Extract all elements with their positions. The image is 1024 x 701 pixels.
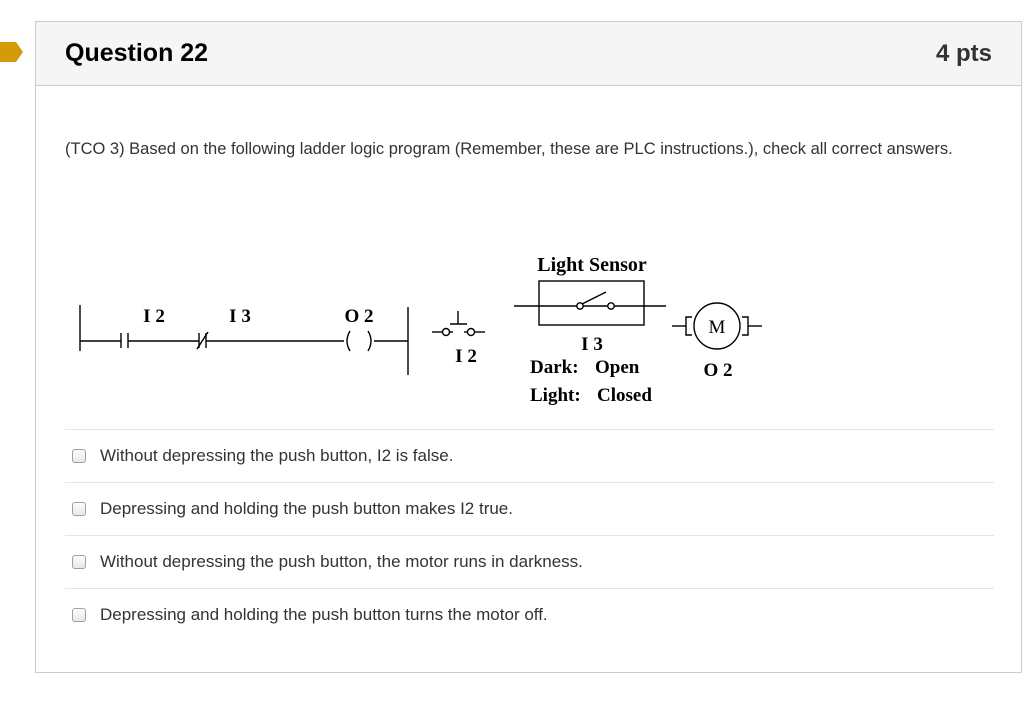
question-text: (TCO 3) Based on the following ladder logic program (Remember, these are PLC instructions.), check all correct answers. [65, 140, 953, 158]
answer-label[interactable]: Depressing and holding the push button turns the motor off. [100, 605, 548, 624]
ladder-logic-diagram [66, 227, 766, 412]
dark-label: Dark: [530, 357, 579, 378]
answer-checkbox[interactable] [72, 502, 86, 516]
dark-state: Open [595, 357, 640, 378]
rung-label-i2: I 2 [143, 306, 165, 327]
light-state: Closed [597, 385, 652, 406]
sensor-title: Light Sensor [537, 254, 647, 276]
question-title: Question 22 [65, 39, 209, 67]
answer-label[interactable]: Depressing and holding the push button makes I2 true. [100, 499, 513, 518]
rung-label-i3: I 3 [229, 306, 251, 327]
question-points: 4 pts [935, 39, 992, 67]
rung-label-o2: O 2 [344, 306, 374, 327]
answer-checkbox[interactable] [72, 608, 86, 622]
motor-label: O 2 [703, 360, 733, 381]
push-button-label: I 2 [455, 346, 477, 367]
sensor-id: I 3 [581, 334, 603, 355]
answer-option[interactable] [65, 429, 994, 482]
question-header [36, 22, 1021, 86]
answer-label[interactable]: Without depressing the push button, I2 is false. [100, 446, 454, 465]
motor-symbol: M [708, 317, 726, 338]
answer-checkbox[interactable] [72, 449, 86, 463]
answer-option[interactable] [65, 482, 994, 535]
question-card [35, 21, 1022, 673]
answer-label[interactable]: Without depressing the push button, the motor runs in darkness. [100, 552, 583, 571]
question-flag-marker [0, 40, 24, 64]
light-label: Light: [530, 385, 581, 406]
answer-option[interactable] [65, 588, 994, 641]
answer-option[interactable] [65, 535, 994, 588]
answer-checkbox[interactable] [72, 555, 86, 569]
answer-list [65, 429, 994, 641]
